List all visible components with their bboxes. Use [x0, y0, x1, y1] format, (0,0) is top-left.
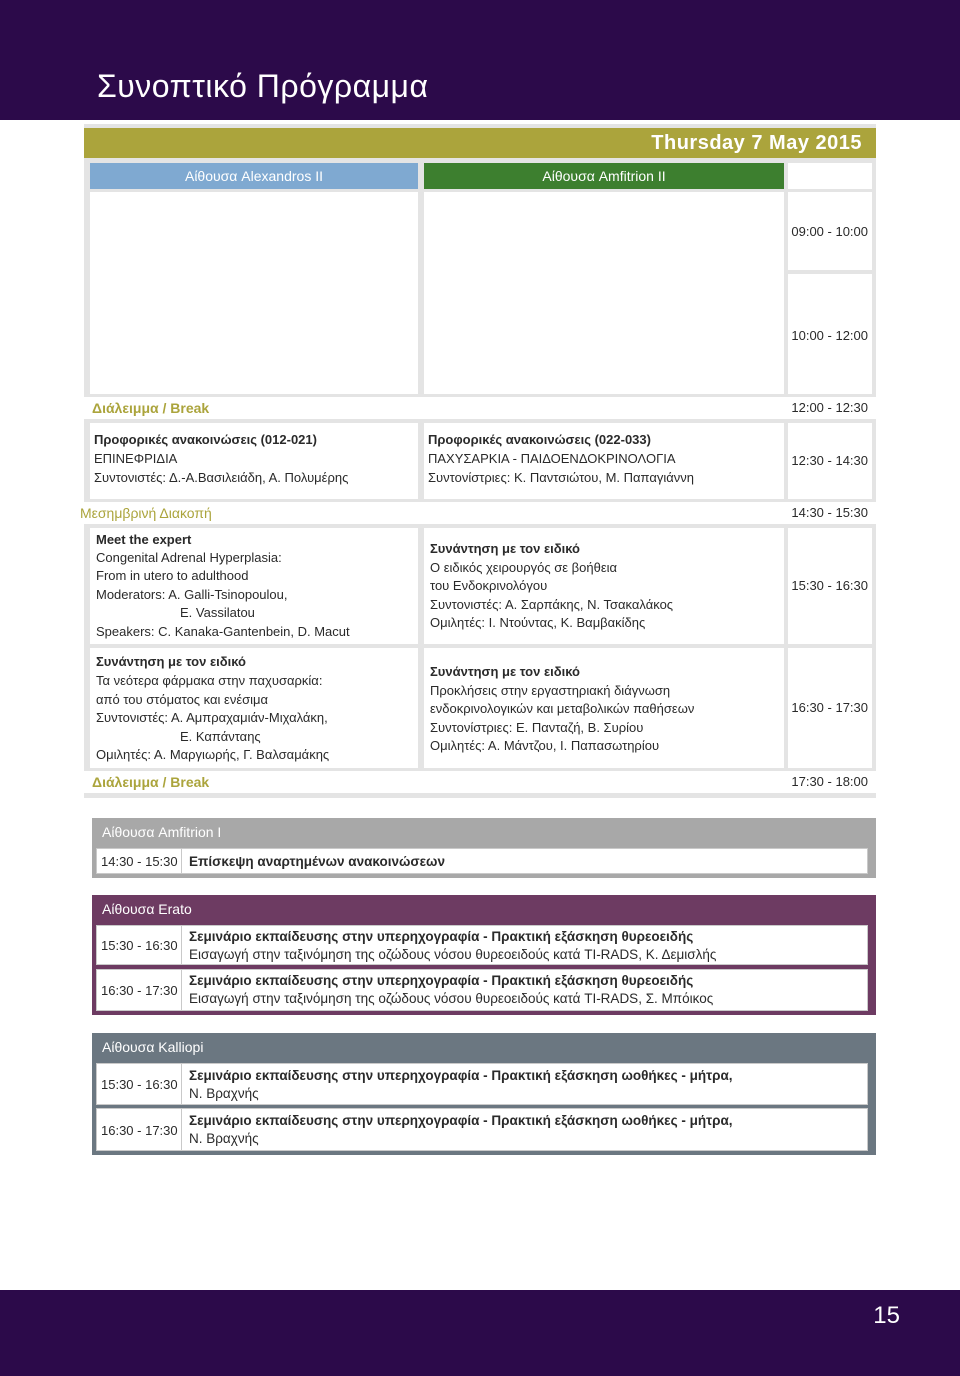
- break-label: Διάλειμμα / Break: [92, 400, 210, 416]
- time-label: 17:30 - 18:00: [791, 774, 868, 789]
- session-expert-left: [90, 528, 418, 644]
- day-label: Thursday 7 May 2015: [651, 132, 862, 154]
- break-row: [84, 771, 876, 793]
- session-title: Συνάντηση με τον ειδικό: [96, 654, 247, 669]
- item-time: 16:30 - 17:30: [101, 983, 178, 998]
- item-title: Σεμινάριο εκπαίδευσης στην υπερηχογραφία - Πρακτική εξάσκηση ωοθήκες - μήτρα,: [189, 1068, 733, 1083]
- break-label: Διάλειμμα / Break: [92, 774, 210, 790]
- session-line: From in utero to adulthood: [96, 568, 249, 583]
- session-line: του Ενδοκρινολόγου: [430, 578, 548, 593]
- item-time: 15:30 - 16:30: [101, 1077, 178, 1092]
- list-item: [96, 1063, 868, 1105]
- room-section-amfitrion: [92, 818, 876, 878]
- room-section-erato: [92, 895, 876, 1015]
- session-line: Ο ειδικός χειρουργός σε βοήθεια: [430, 560, 618, 575]
- list-item: [96, 1108, 868, 1151]
- time-cell: [788, 274, 872, 394]
- divider: [181, 970, 182, 1010]
- time-label: 10:00 - 12:00: [791, 328, 868, 343]
- session-line: Τα νεότερα φάρμακα στην παχυσαρκία:: [96, 673, 323, 688]
- lunch-row: [80, 502, 876, 524]
- session-title: Συνάντηση με τον ειδικό: [430, 541, 581, 556]
- session-line: Ε. Καπάνταης: [180, 729, 261, 744]
- item-title: Σεμινάριο εκπαίδευσης στην υπερηχογραφία - Πρακτική εξάσκηση θυρεοειδής: [189, 929, 694, 944]
- lunch-label: Μεσημβρινή Διακοπή: [80, 505, 212, 521]
- break-row: [84, 397, 876, 419]
- item-title: Σεμινάριο εκπαίδευσης στην υπερηχογραφία - Πρακτική εξάσκηση θυρεοειδής: [189, 973, 694, 988]
- item-subtitle: Εισαγωγή στην ταξινόμηση της οζώδους νόσου θυρεοειδούς κατά TI-RADS, Σ. Μπόικος: [189, 991, 714, 1006]
- room-section-title: Αίθουσα Amfitrion I: [92, 818, 876, 846]
- divider: [181, 1064, 182, 1104]
- session-meet-right: [424, 648, 784, 768]
- time-cell: [788, 648, 872, 768]
- time-cell: [788, 423, 872, 499]
- session-title: Meet the expert: [96, 532, 192, 547]
- session-topic: ΕΠΙΝΕΦΡΙΔΙΑ: [94, 451, 178, 466]
- divider: [181, 1109, 182, 1150]
- session-line: Moderators: A. Galli-Tsinopoulou,: [96, 587, 288, 602]
- divider: [181, 926, 182, 964]
- item-time: 15:30 - 16:30: [101, 938, 178, 953]
- page-number: 15: [873, 1302, 900, 1329]
- item-title: Σεμινάριο εκπαίδευσης στην υπερηχογραφία - Πρακτική εξάσκηση ωοθήκες - μήτρα,: [189, 1113, 733, 1128]
- time-label: 16:30 - 17:30: [791, 700, 868, 715]
- session-oral-right: [424, 423, 784, 499]
- slot-left-morning: [90, 192, 418, 394]
- item-time: 14:30 - 15:30: [101, 854, 178, 869]
- session-title: Προφορικές ανακοινώσεις (022-033): [428, 432, 651, 447]
- room-header-left: Αίθουσα Alexandros II: [90, 163, 418, 189]
- session-line: Ομιλητές: Ι. Ντούντας, Κ. Βαμβακίδης: [430, 615, 646, 630]
- session-line: Ομιλητές: Α. Μάντζου, Ι. Παπασωτηρίου: [430, 738, 660, 753]
- item-title: Επίσκεψη αναρτημένων ανακοινώσεων: [189, 854, 445, 869]
- page-title: Συνοπτικό Πρόγραμμα: [97, 68, 429, 104]
- session-chairs: Συντονίστριες: Κ. Παντσιώτου, Μ. Παπαγιάννη: [428, 470, 694, 485]
- page-header: [0, 0, 960, 120]
- session-line: ενδοκρινολογικών και μεταβολικών παθήσεων: [430, 701, 695, 716]
- session-expert-right: [424, 528, 784, 644]
- time-label: 09:00 - 10:00: [791, 224, 868, 239]
- session-meet-left: [90, 648, 418, 768]
- item-time: 16:30 - 17:30: [101, 1123, 178, 1138]
- session-topic: ΠΑΧΥΣΑΡΚΙΑ - ΠΑΙΔΟΕΝΔΟΚΡΙΝΟΛΟΓΙΑ: [428, 451, 676, 466]
- list-item: [96, 925, 868, 965]
- session-title: Προφορικές ανακοινώσεις (012-021): [94, 432, 317, 447]
- session-line: Προκλήσεις στην εργαστηριακή διάγνωση: [430, 683, 671, 698]
- session-line: από του στόματος και ενέσιμα: [96, 692, 269, 707]
- time-label: 12:00 - 12:30: [791, 400, 868, 415]
- session-title: Συνάντηση με τον ειδικό: [430, 664, 581, 679]
- session-line: Συντονίστριες: Ε. Πανταζή, Β. Συρίου: [430, 720, 644, 735]
- session-line: E. Vassilatou: [180, 605, 255, 620]
- slot-right-morning: [424, 192, 784, 394]
- time-cell: [788, 528, 872, 644]
- session-chairs: Συντονιστές: Δ.-Α.Βασιλειάδη, Α. Πολυμέρης: [94, 470, 349, 485]
- session-line: Congenital Adrenal Hyperplasia:: [96, 550, 282, 565]
- page-footer: [0, 1290, 960, 1376]
- room-section-title: Αίθουσα Kalliopi: [92, 1033, 876, 1061]
- item-subtitle: Ν. Βραχνής: [189, 1086, 259, 1101]
- item-subtitle: Ν. Βραχνής: [189, 1131, 259, 1146]
- item-subtitle: Εισαγωγή στην ταξινόμηση της οζώδους νόσου θυρεοειδούς κατά TI-RADS, Κ. Δεμισλής: [189, 947, 717, 962]
- list-item: [96, 969, 868, 1011]
- session-line: Ομιλητές: Α. Μαργιωρής, Γ. Βαλσαμάκης: [96, 747, 330, 762]
- session-line: Συντονιστές: Α. Σαρπάκης, Ν. Τσακαλάκος: [430, 597, 674, 612]
- time-label: 15:30 - 16:30: [791, 578, 868, 593]
- session-line: Speakers: C. Kanaka-Gantenbein, D. Macut: [96, 624, 350, 639]
- time-cell: [788, 192, 872, 270]
- time-label: 14:30 - 15:30: [791, 505, 868, 520]
- day-banner: [84, 128, 876, 158]
- room-section-title: Αίθουσα Erato: [92, 895, 876, 923]
- session-line: Συντονιστές: Α. Αμπραχαμιάν-Μιχαλάκη,: [96, 710, 328, 725]
- time-col-header: [788, 163, 872, 189]
- divider: [181, 849, 182, 873]
- time-label: 12:30 - 14:30: [791, 453, 868, 468]
- room-header-right: Αίθουσα Amfitrion II: [424, 163, 784, 189]
- session-oral-left: [90, 423, 418, 499]
- list-item: [96, 848, 868, 874]
- room-section-kalliopi: [92, 1033, 876, 1155]
